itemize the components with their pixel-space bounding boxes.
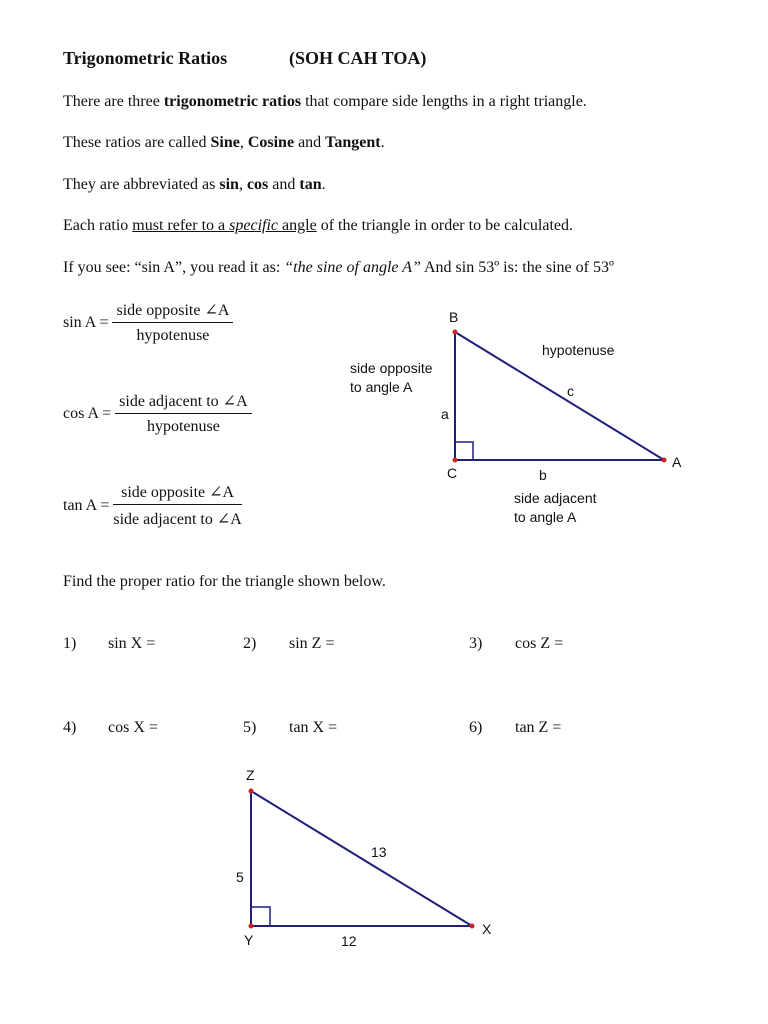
problem-expression: sin X = xyxy=(108,635,156,652)
problem-expression: tan Z = xyxy=(515,719,562,736)
text-run-bold: tan xyxy=(299,176,322,193)
vertex-a-label: A xyxy=(672,454,682,470)
text-run: Each ratio xyxy=(63,217,133,234)
text-run: angle xyxy=(278,217,317,234)
text-run-bold: Cosine xyxy=(247,134,295,151)
text-run: . xyxy=(321,176,326,193)
formula-label: tan A = xyxy=(63,496,110,514)
side-c-label: c xyxy=(567,383,574,399)
problem-expression: cos Z = xyxy=(515,635,564,652)
problem-expression: tan X = xyxy=(289,719,338,736)
problem-6 xyxy=(469,719,482,737)
text-run: of the triangle in order to be calculated. xyxy=(316,217,574,234)
text-run-italic: “the sine of angle A” xyxy=(284,259,421,276)
instruction-text: Find the proper ratio for the triangle shown below. xyxy=(63,573,386,590)
side-zy-label: 5 xyxy=(236,869,244,885)
problem-1 xyxy=(63,635,76,653)
fraction-numerator: side adjacent to ∠A xyxy=(115,391,251,414)
text-run: and xyxy=(268,176,300,193)
hypotenuse-label: hypotenuse xyxy=(542,342,615,358)
text-run-bold: cos xyxy=(246,176,269,193)
fraction-denominator: hypotenuse xyxy=(146,418,220,435)
adjacent-label-line-2: to angle A xyxy=(514,509,577,525)
adjacent-label-line-1: side adjacent xyxy=(514,490,597,506)
problem-3 xyxy=(469,635,482,653)
text-run-italic: specific xyxy=(229,217,279,234)
side-a-label: a xyxy=(441,406,449,422)
vertex-z-dot xyxy=(249,789,254,794)
fraction-denominator: side adjacent to ∠A xyxy=(113,511,242,528)
text-run-bold: sin xyxy=(219,176,239,193)
fraction-numerator: side opposite ∠A xyxy=(113,482,241,505)
problem-6-expr xyxy=(515,719,561,737)
text-run: There are three xyxy=(63,93,164,110)
problem-number: 5) xyxy=(243,719,257,736)
problem-2 xyxy=(243,635,256,653)
text-run-bold: Sine xyxy=(210,134,240,151)
vertex-x-dot xyxy=(470,924,475,929)
right-angle-marker-y xyxy=(251,907,270,926)
text-run: They are abbreviated as xyxy=(63,176,220,193)
problem-expression: cos X = xyxy=(108,719,158,736)
text-run-bold: trigonometric ratios xyxy=(163,93,302,110)
problem-5 xyxy=(243,719,256,737)
vertex-c-dot xyxy=(453,458,458,463)
vertex-x-label: X xyxy=(482,921,492,937)
problem-number: 2) xyxy=(243,635,257,652)
text-run: And sin 53º is: the sine of 53º xyxy=(420,259,614,276)
problem-expression: sin Z = xyxy=(289,635,335,652)
problem-number: 3) xyxy=(469,635,483,652)
vertex-c-label: C xyxy=(447,465,458,481)
problem-4-expr xyxy=(108,719,158,737)
problem-number: 4) xyxy=(63,719,77,736)
exercise-instruction xyxy=(63,573,386,591)
text-run-bold: Tangent xyxy=(325,134,381,151)
vertex-b-dot xyxy=(453,330,458,335)
text-run: that compare side lengths in a right triangle. xyxy=(301,93,587,110)
problem-5-expr xyxy=(289,719,337,737)
vertex-y-dot xyxy=(249,924,254,929)
side-yx-label: 12 xyxy=(341,933,357,949)
text-run: If you see: “sin A”, you read it as: xyxy=(63,259,285,276)
side-zx-label: 13 xyxy=(371,844,387,860)
problem-4 xyxy=(63,719,76,737)
vertex-b-label: B xyxy=(449,309,459,325)
vertex-a-dot xyxy=(662,458,667,463)
problem-3-expr xyxy=(515,635,563,653)
text-run: . xyxy=(380,134,385,151)
right-angle-marker xyxy=(455,442,473,460)
fraction-denominator: hypotenuse xyxy=(136,327,210,344)
text-run: and xyxy=(294,134,326,151)
vertex-y-label: Y xyxy=(244,932,254,948)
problem-1-expr xyxy=(108,635,155,653)
formula-label: sin A = xyxy=(63,313,109,331)
problem-number: 1) xyxy=(63,635,77,652)
text-run: must refer to a xyxy=(132,217,230,234)
problem-number: 6) xyxy=(469,719,483,736)
side-b-label: b xyxy=(539,467,547,483)
vertex-z-label: Z xyxy=(246,767,255,783)
opposite-label-line-2: to angle A xyxy=(350,379,413,395)
text-run: These ratios are called xyxy=(63,134,211,151)
formula-label: cos A = xyxy=(63,404,112,422)
subtitle-text: (SOH CAH TOA) xyxy=(289,48,427,68)
opposite-label-line-1: side opposite xyxy=(350,360,433,376)
text-run: , xyxy=(238,176,247,193)
title-text: Trigonometric Ratios xyxy=(63,48,228,68)
text-run: , xyxy=(239,134,248,151)
problem-2-expr xyxy=(289,635,334,653)
fraction-numerator: side opposite ∠A xyxy=(112,300,233,323)
side-zx-line xyxy=(251,791,472,926)
